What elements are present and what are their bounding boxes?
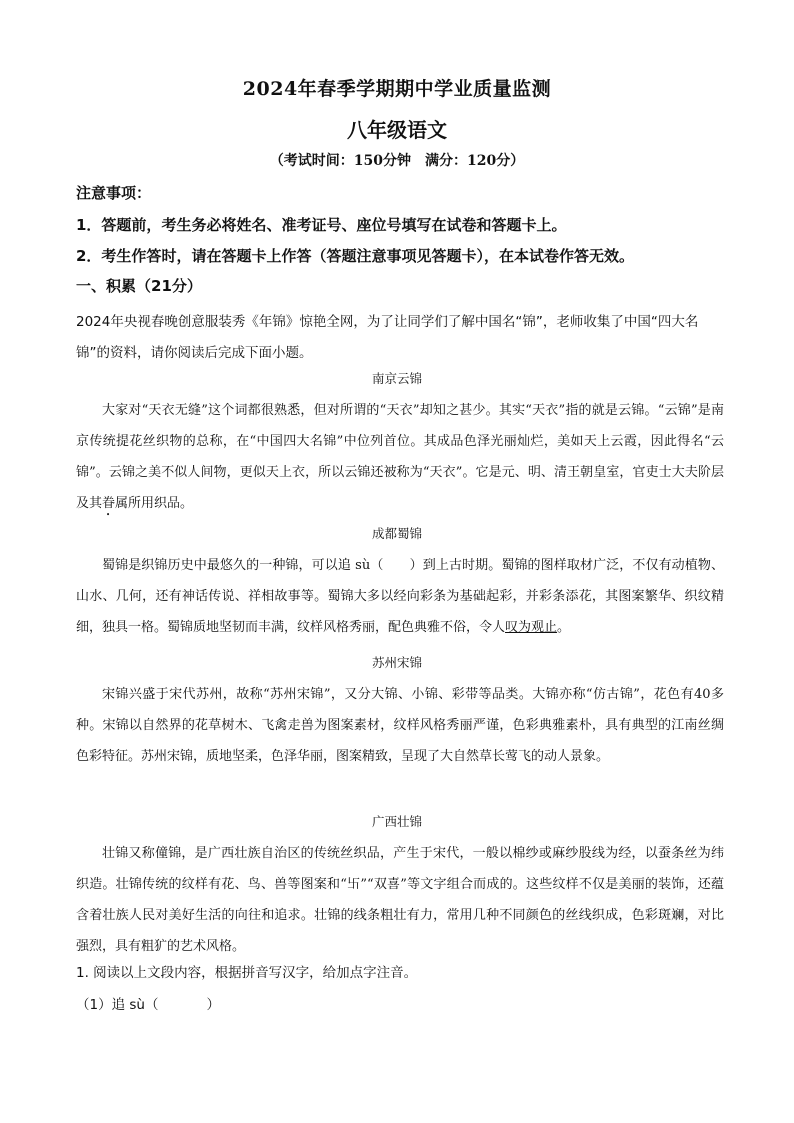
passage-suzhou: 宋锦兴盛于宋代苏州，故称“苏州宋锦”，又分大锦、小锦、彩带等品类。大锦亦称“仿古锦”，花色有40多种。宋锦以自然界的花草树木、飞禽走兽为图案素材，纹样风格秀丽严谨，色彩典雅素朴，具有典型的江南丝绸色彩特征。苏州宋锦，质地坚柔，色泽华丽，图案精致，呈现了大自然草长莺飞的动人景象。 — [76, 687, 724, 764]
exam-subject: 八年级语文 — [347, 118, 447, 142]
notes-heading: 注意事项： — [76, 184, 152, 202]
exam-info: （考试时间：150分钟 满分：120分） — [269, 153, 525, 169]
question-1: 1. 阅读以上文段内容，根据拼音写汉字，给加点字注音。 — [76, 965, 418, 981]
passage-title-nanjing: 南京云锦 — [371, 371, 422, 386]
passage-title-suzhou: 苏州宋锦 — [371, 655, 422, 670]
passage-title-chengdu: 成都蜀锦 — [371, 526, 422, 541]
dotted-char: 眷 — [102, 496, 116, 511]
note-item-1: 1．答题前，考生务必将姓名、准考证号、座位号填写在试卷和答题卡上。 — [76, 216, 567, 234]
underlined-phrase: 叹为观止 — [505, 620, 558, 635]
passage-title-guangxi: 广西壮锦 — [371, 814, 422, 829]
passage-guangxi: 壮锦又称僮锦，是广西壮族自治区的传统丝织品，产生于宋代，一般以棉纱或麻纱股线为经，以蚕条丝为纬织造。壮锦传统的纹样有花、鸟、兽等图案和“卐”“双喜”等文字组合而成的。这些纹样不仅是美丽的装饰，还蕴含着壮族人民对美好生活的向往和追求。壮锦的线条粗壮有力，常用几种不同颜色的丝线织成，色彩斑斓，对比强烈，具有粗犷的艺术风格。 — [76, 846, 724, 954]
note-item-2: 2．考生作答时，请在答题卡上作答（答题注意事项见答题卡），在本试卷作答无效。 — [76, 247, 634, 265]
section-title: 一、积累（21分） — [76, 277, 202, 295]
intro-paragraph: 2024年央视春晚创意服装秀《年锦》惊艳全网，为了让同学们了解中国名“锦”，老师收集了中国“四大名锦”的资料，请你阅读后完成下面小题。 — [76, 314, 699, 361]
passage-nanjing: 大家对“天衣无缝”这个词都很熟悉，但对所谓的“天衣”却知之甚少。其实“天衣”指的就是云锦。“云锦”是南京传统提花丝织物的总称，在“中国四大名锦”中位列首位。其成品色泽光丽灿烂，美如天上云霞，因此得名“云锦”。云锦之美不似人间物，更似天上衣，所以云锦还被称为“天衣”。它是元、明、清王朝皇室，官吏士大夫阶层及其眷属所用织品。 — [76, 403, 724, 511]
question-1-item-1: （1）追 sù（ ） — [76, 997, 220, 1013]
exam-title: 2024年春季学期期中学业质量监测 — [242, 78, 552, 100]
passage-chengdu: 蜀锦是织锦历史中最悠久的一种锦，可以追 sù（ ）到上古时期。蜀锦的图样取材广泛，不仅有动植物、山水、几何，还有神话传说、祥相故事等。蜀锦大多以经向彩条为基础起彩，并彩条添花，其图案繁华、织纹精细，独具一格。蜀锦质地坚韧而丰满，纹样风格秀丽，配色典雅不俗，令人叹为观止。 — [76, 558, 724, 635]
